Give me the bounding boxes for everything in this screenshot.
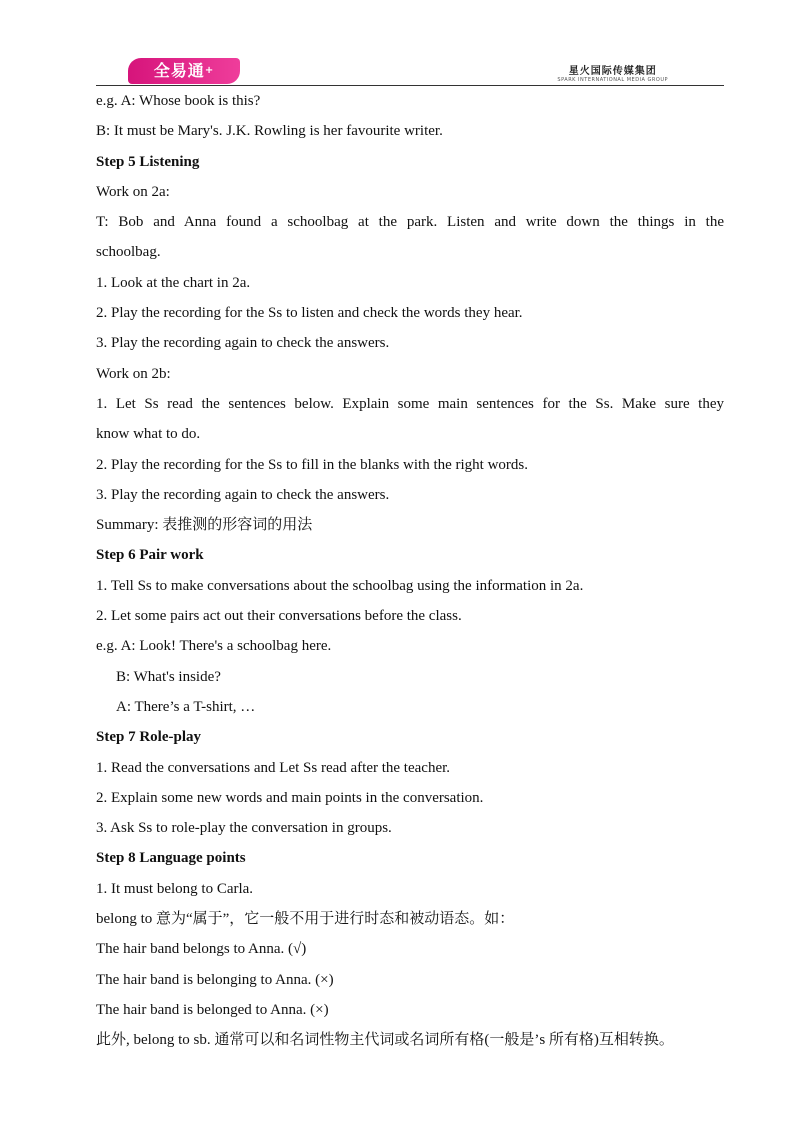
list-item: 1. Look at the chart in 2a. (96, 274, 251, 291)
list-item: 2. Play the recording for the Ss to fill in the blanks with the right words. (96, 456, 529, 473)
step-heading: Step 8 Language points (96, 850, 246, 867)
publisher-brand (557, 62, 668, 83)
list-item: 2. Explain some new words and main points in the conversation. (96, 789, 484, 806)
publisher-name-cn: 星火国际传媒集团 (568, 66, 657, 77)
list-item: 2. Let some pairs act out their conversations before the class. (96, 608, 462, 625)
example-line: The hair band belongs to Anna. (√) (96, 941, 307, 958)
example-line: The hair band is belonged to Anna. (×) (96, 1001, 329, 1018)
paragraph-line: belong to 意为“属于”，它一般不用于进行时态和被动语态。如： (96, 911, 515, 928)
subheading: Work on 2a: (96, 183, 170, 200)
publisher-name-en: SPARK INTERNATIONAL MEDIA GROUP (557, 77, 668, 83)
example-line: B: What's inside? (116, 668, 221, 685)
list-item: 3. Ask Ss to role-play the conversation in groups. (96, 820, 392, 837)
example-line: B: It must be Mary's. J.K. Rowling is her favourite writer. (96, 123, 443, 140)
list-item: 3. Play the recording again to check the answers. (96, 486, 390, 503)
paragraph-line: T: Bob and Anna found a schoolbag at the park. Listen and write down the things in the (96, 214, 724, 231)
step-heading: Step 5 Listening (96, 153, 200, 170)
list-item: know what to do. (96, 426, 201, 443)
brand-logo (128, 58, 240, 84)
example-line: The hair band is belonging to Anna. (×) (96, 971, 334, 988)
subheading: Work on 2b: (96, 365, 171, 382)
logo-star: + (204, 65, 215, 76)
list-item: 1. Read the conversations and Let Ss read after the teacher. (96, 759, 451, 776)
example-line: e.g. A: Whose book is this? (96, 93, 261, 109)
list-item: 1. Let Ss read the sentences below. Explain some main sentences for the Ss. Make sure they (96, 395, 724, 412)
paragraph-line: schoolbag. (96, 244, 161, 261)
logo-text: 全易通 (153, 61, 205, 80)
example-line: e.g. A: Look! There's a schoolbag here. (96, 638, 332, 655)
page-header (96, 50, 724, 86)
example-line: A: There’s a T-shirt, … (116, 698, 256, 715)
step-heading: Step 7 Role-play (96, 729, 201, 746)
list-item: 1. Tell Ss to make conversations about the schoolbag using the information in 2a. (96, 577, 584, 594)
list-item: 2. Play the recording for the Ss to listen and check the words they hear. (96, 305, 523, 322)
document-body (96, 86, 724, 1056)
list-item: 3. Play the recording again to check the answers. (96, 335, 390, 352)
paragraph-line: 此外, belong to sb. 通常可以和名词性物主代词或名词所有格(一般是’s 所有格)互相转换。 (96, 1032, 674, 1049)
summary-line: Summary: 表推测的形容词的用法 (96, 517, 313, 534)
list-item: 1. It must belong to Carla. (96, 880, 254, 897)
step-heading: Step 6 Pair work (96, 547, 204, 564)
